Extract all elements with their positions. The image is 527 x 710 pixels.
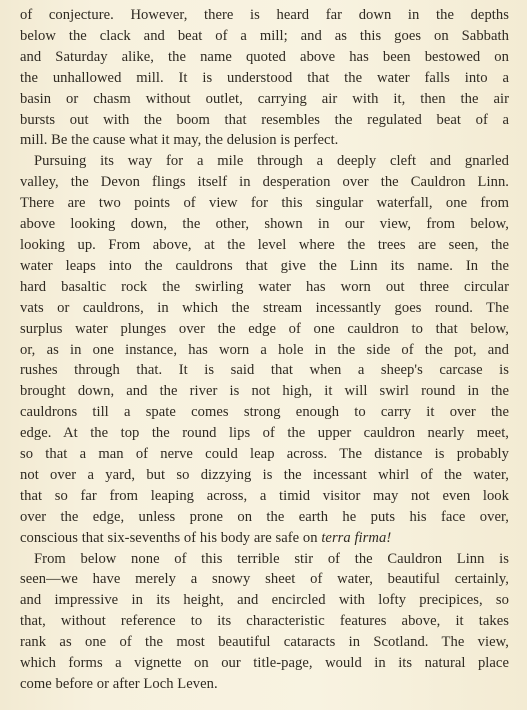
text-line: or, as in one instance, has worn a hole in the side of the pot, and — [20, 341, 509, 358]
italic-phrase: terra firma! — [321, 529, 392, 546]
text-line: above looking down, the other, shown in our view, from below, — [20, 216, 509, 233]
text-line: Pursuing its way for a mile through a deeply cleft and gnarled — [34, 153, 509, 170]
text-line: over the edge, unless prone on the earth he puts his face over, — [20, 508, 509, 525]
text-line: seen—we have merely a snowy sheet of water, beautiful certainly, — [20, 571, 509, 588]
text-line: so that a man of nerve could leap across. The distance is probably — [20, 446, 509, 463]
text-line: rank as one of the most beautiful cataracts in Scotland. The view, — [20, 634, 509, 651]
text-line: come before or after Loch Leven. — [20, 676, 218, 692]
text-line: of conjecture. However, there is heard far down in the depths — [20, 7, 509, 23]
text-line: which forms a vignette on our title-page, would in its natural place — [20, 655, 509, 672]
text-line: basin or chasm without outlet, carrying air with it, then the air — [20, 90, 509, 107]
text-line: looking up. From above, at the level where the trees are seen, the — [20, 236, 509, 253]
text-line: There are two points of view for this singular waterfall, one from — [20, 195, 509, 212]
text-line: vats or cauldrons, in which the stream incessantly goes round. The — [20, 299, 509, 316]
text-line: mill. Be the cause what it may, the delusion is perfect. — [20, 132, 339, 149]
text-line: the unhallowed mill. It is understood that the water falls into a — [20, 69, 509, 86]
text-line: water leaps into the cauldrons that give the Linn its name. In the — [20, 257, 509, 274]
text-line-prefix: conscious that six-sevenths of his body are safe on — [20, 529, 322, 546]
text-line: that so far from leaping across, a timid visitor may not even look — [20, 487, 509, 504]
text-line: below the clack and beat of a mill; and as this goes on Sabbath — [20, 27, 509, 44]
paragraph-1 — [20, 5, 509, 151]
paragraph-2 — [20, 151, 509, 548]
text-line: hard basaltic rock the swirling water has worn out three circular — [20, 278, 509, 295]
text-line: rushes through that. It is said that when a sheep's carcase is — [20, 362, 509, 379]
paragraph-3 — [20, 549, 509, 695]
text-line: and Saturday alike, the name quoted above has been bestowed on — [20, 48, 509, 65]
text-line-final — [20, 528, 509, 549]
text-line: brought down, and the river is not high, it will swirl round in the — [20, 383, 509, 400]
text-line: surplus water plunges over the edge of one cauldron to that below, — [20, 320, 509, 337]
text-line: valley, the Devon flings itself in desperation over the Cauldron Linn. — [20, 174, 509, 191]
text-line: bursts out with the boom that resembles the regulated beat of a — [20, 111, 509, 128]
text-line: From below none of this terrible stir of the Cauldron Linn is — [34, 550, 509, 567]
text-line: that, without reference to its characteristic features above, it takes — [20, 613, 509, 630]
text-line: and impressive in its height, and encircled with lofty precipices, so — [20, 592, 509, 609]
text-line: cauldrons till a spate comes strong enough to carry it over the — [20, 404, 509, 421]
text-line: edge. At the top the round lips of the upper cauldron nearly meet, — [20, 425, 509, 442]
text-line: not over a yard, but so dizzying is the incessant whirl of the water, — [20, 466, 509, 483]
